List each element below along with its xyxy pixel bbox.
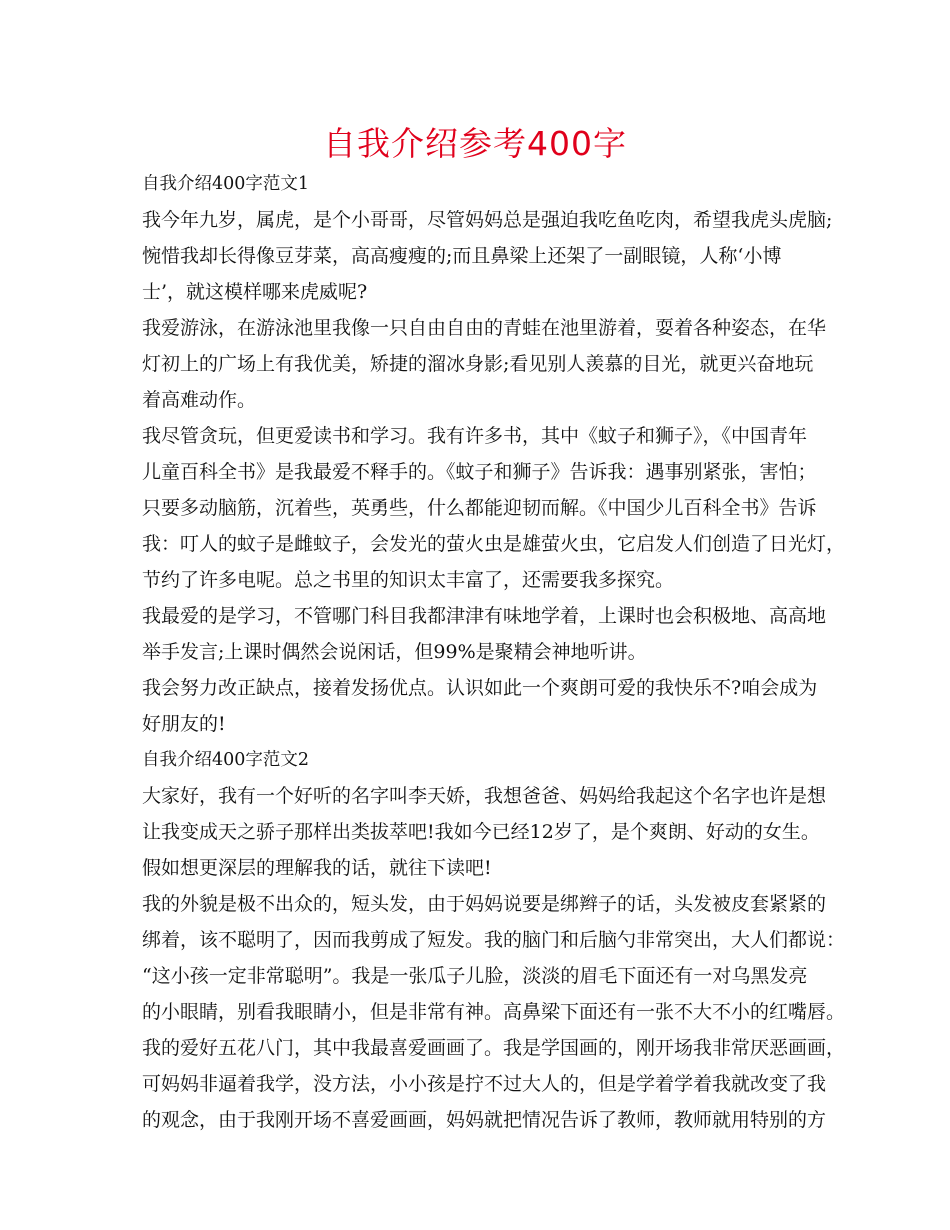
body-line: 我的爱好五花八门，其中我最喜爱画画了。我是学国画的，刚开场我非常厌恶画画， bbox=[142, 1037, 846, 1059]
body-line: 大家好，我有一个好听的名字叫李天娇，我想爸爸、妈妈给我起这个名字也许是想 bbox=[142, 785, 827, 807]
body-line: 我今年九岁，属虎，是个小哥哥，尽管妈妈总是强迫我吃鱼吃肉，希望我虎头虎脑; bbox=[142, 209, 833, 231]
body-line: 的小眼睛，别看我眼睛小，但是非常有神。高鼻梁下面还有一张不大不小的红嘴唇。 bbox=[142, 1001, 846, 1023]
body-line: 惋惜我却长得像豆芽菜，高高瘦瘦的;而且鼻梁上还架了一副眼镜，人称‘小博 bbox=[142, 245, 782, 267]
body-line: 假如想更深层的理解我的话，就往下读吧! bbox=[142, 857, 492, 879]
body-line: 让我变成天之骄子那样出类拔萃吧!我如今已经12岁了，是个爽朗、好动的女生。 bbox=[142, 821, 820, 843]
body-line: 我会努力改正缺点，接着发扬优点。认识如此一个爽朗可爱的我快乐不?咱会成为 bbox=[142, 677, 818, 699]
document-title: 自我介绍参考400字 bbox=[323, 124, 627, 163]
body-line: 灯初上的广场上有我优美，矫捷的溜冰身影;看见别人羡慕的目光，就更兴奋地玩 bbox=[142, 353, 814, 375]
body-line: 的观念，由于我刚开场不喜爱画画，妈妈就把情况告诉了教师，教师就用特别的方 bbox=[142, 1109, 827, 1131]
body-line: 好朋友的! bbox=[142, 713, 226, 735]
body-line: 我的外貌是极不出众的，短头发，由于妈妈说要是绑辫子的话，头发被皮套紧紧的 bbox=[142, 893, 827, 915]
body-line: 举手发言;上课时偶然会说闲话，但99%是聚精会神地听讲。 bbox=[142, 641, 647, 663]
body-line: “这小孩一定非常聪明”。我是一张瓜子儿脸，淡淡的眉毛下面还有一对乌黑发亮 bbox=[142, 965, 808, 987]
body-line: 我：叮人的蚊子是雌蚊子，会发光的萤火虫是雄萤火虫，它启发人们创造了日光灯， bbox=[142, 533, 846, 555]
body-line: 着高难动作。 bbox=[142, 389, 257, 411]
body-line: 士’，就这模样哪来虎威呢? bbox=[142, 281, 368, 303]
document-body bbox=[142, 166, 846, 1138]
body-line: 我爱游泳，在游泳池里我像一只自由自由的青蛙在池里游着，耍着各种姿态，在华 bbox=[142, 317, 827, 339]
body-line: 可妈妈非逼着我学，没方法，小小孩是拧不过大人的，但是学着学着我就改变了我 bbox=[142, 1073, 827, 1095]
section-heading: 自我介绍400字范文1 bbox=[142, 174, 310, 194]
body-line: 节约了许多电呢。总之书里的知识太丰富了，还需要我多探究。 bbox=[142, 569, 675, 591]
body-line: 我最爱的是学习，不管哪门科目我都津津有味地学着，上课时也会积极地、高高地 bbox=[142, 605, 827, 627]
body-line: 我尽管贪玩，但更爱读书和学习。我有许多书，其中《蚊子和狮子》，《中国青年 bbox=[142, 425, 808, 447]
body-line: 绑着，该不聪明了，因而我剪成了短发。我的脑门和后脑勺非常突出，大人们都说： bbox=[142, 929, 846, 951]
section-heading: 自我介绍400字范文2 bbox=[142, 750, 310, 770]
body-line: 儿童百科全书》是我最爱不释手的。《蚊子和狮子》告诉我：遇事别紧张，害怕； bbox=[142, 461, 817, 483]
body-line: 只要多动脑筋，沉着些，英勇些，什么都能迎韧而解。《中国少儿百科全书》告诉 bbox=[142, 497, 817, 519]
